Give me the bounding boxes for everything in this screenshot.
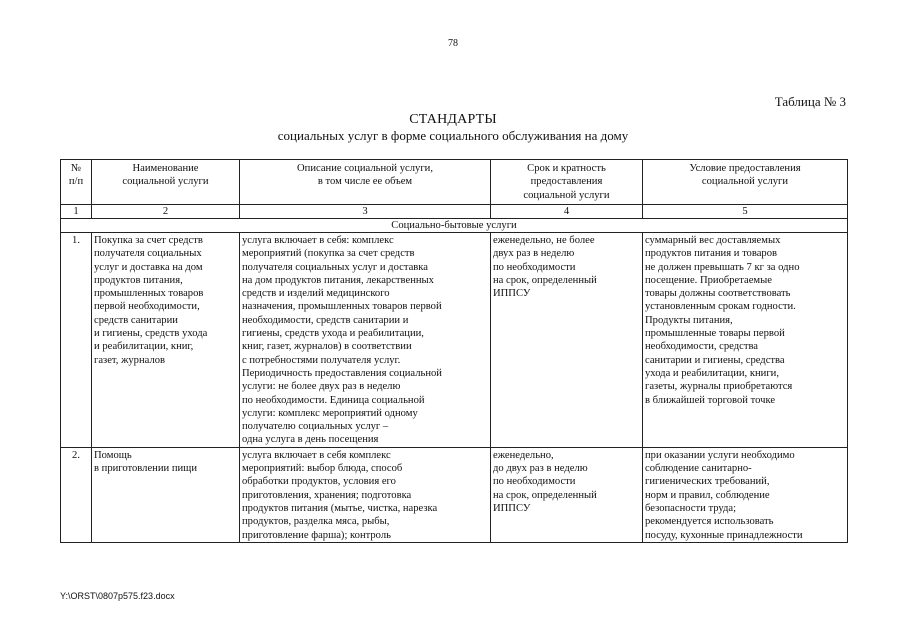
header-term: Срок и кратность предоставления социальной услуги	[491, 160, 643, 205]
table-label: Таблица № 3	[774, 94, 846, 109]
column-number: 2	[92, 205, 240, 219]
column-number: 5	[643, 205, 848, 219]
header-row	[61, 160, 848, 205]
service-name: Помощь в приготовлении пищи	[92, 447, 240, 542]
service-condition: при оказании услуги необходимо соблюдение санитарно- гигиенических требований, норм и правил, соблюдение безопасности труда; рекомендуется использовать посуду, кухонные принадлежности	[643, 447, 848, 542]
header-description: Описание социальной услуги, в том числе ее объем	[240, 160, 491, 205]
page-number: 78	[448, 38, 458, 49]
table-row	[61, 447, 848, 542]
service-term: еженедельно, до двух раз в неделю по необходимости на срок, определенный ИППСУ	[491, 447, 643, 542]
header-num: № п/п	[61, 160, 92, 205]
service-condition: суммарный вес доставляемых продуктов питания и товаров не должен превышать 7 кг за одно посещение. Приобретаемые товары должны соответствовать установленным срокам годности. Продукты питания, промышленные товары первой необходимости, средства санитарии и гигиены, средства ухода и реабилитации, книги, газеты, журналы приобретаются в ближайшей торговой точке	[643, 233, 848, 448]
document-title: СТАНДАРТЫ	[409, 112, 497, 127]
table-row	[61, 233, 848, 448]
standards-table	[60, 159, 848, 543]
row-number: 1.	[61, 233, 92, 448]
service-description: услуга включает в себя: комплекс мероприятий (покупка за счет средств получателя социальных услуг и доставка на дом продуктов питания, лекарственных средств и изделий медицинского назначения, промышленных товаров первой необходимости, средств санитарии и гигиены, средств ухода и реабилитации, книг, газет, журналов) в соответствии с потребностями получателя услуг. Периодичность предоставления социальной услуги: не более двух раз в неделю по необходимости. Единица социальной услуги: комплекс мероприятий одному получателю социальных услуг – одна услуга в день посещения	[240, 233, 491, 448]
section-row	[61, 219, 848, 233]
service-term: еженедельно, не более двух раз в неделю по необходимости на срок, определенный ИППСУ	[491, 233, 643, 448]
file-path-footer: Y:\ORST\0807p575.f23.docx	[60, 591, 175, 601]
column-number: 3	[240, 205, 491, 219]
header-service-name: Наименование социальной услуги	[92, 160, 240, 205]
service-name: Покупка за счет средств получателя социальных услуг и доставка на дом продуктов питания, промышленных товаров первой необходимости, средств санитарии и гигиены, средств ухода и реабилитации, книг, газет, журналов	[92, 233, 240, 448]
row-number: 2.	[61, 447, 92, 542]
column-number-row	[61, 205, 848, 219]
document-subtitle: социальных услуг в форме социального обслуживания на дому	[277, 128, 629, 143]
header-condition: Условие предоставления социальной услуги	[643, 160, 848, 205]
service-description: услуга включает в себя комплекс мероприятий: выбор блюда, способ обработки продуктов, условия его приготовления, хранения; подготовка продуктов питания (мытье, чистка, нарезка продуктов, разделка мяса, рыбы, приготовление фарша); контроль	[240, 447, 491, 542]
section-title: Социально-бытовые услуги	[61, 219, 848, 233]
column-number: 1	[61, 205, 92, 219]
column-number: 4	[491, 205, 643, 219]
